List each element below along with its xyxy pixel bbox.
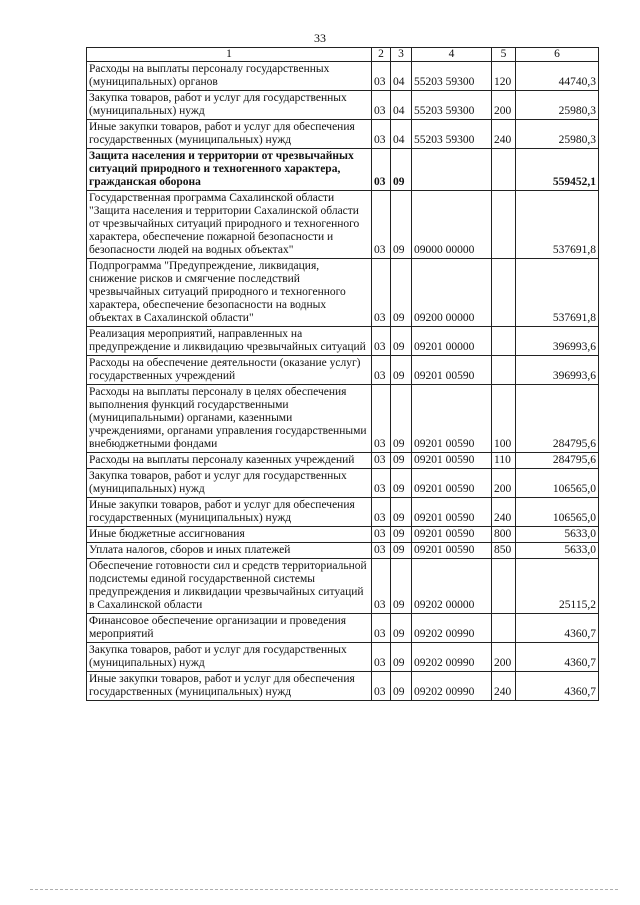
header-col-amount: 6 (516, 48, 599, 62)
table-row (87, 672, 599, 701)
bottom-scan-line (30, 889, 620, 890)
row-name: Защита населения и территории от чрезвычайных ситуаций природного и техногенного характера, гражданская оборона (87, 149, 372, 191)
row-expense-type: 100 (492, 385, 516, 453)
row-target-item (412, 149, 492, 191)
row-name: Закупка товаров, работ и услуг для государственных (муниципальных) нужд (87, 469, 372, 498)
table-row (87, 91, 599, 120)
header-col-expense-type: 5 (492, 48, 516, 62)
row-name: Расходы на выплаты персоналу государственных (муниципальных) органов (87, 62, 372, 91)
row-subsection: 09 (391, 614, 412, 643)
row-name: Уплата налогов, сборов и иных платежей (87, 543, 372, 559)
row-target-item: 09201 00590 (412, 385, 492, 453)
row-amount: 396993,6 (516, 356, 599, 385)
row-name: Иные закупки товаров, работ и услуг для обеспечения государственных (муниципальных) нужд (87, 120, 372, 149)
header-row (87, 48, 599, 62)
row-target-item: 09200 00000 (412, 259, 492, 327)
row-subsection: 09 (391, 559, 412, 614)
row-name: Закупка товаров, работ и услуг для государственных (муниципальных) нужд (87, 91, 372, 120)
row-subsection: 09 (391, 191, 412, 259)
row-subsection: 04 (391, 91, 412, 120)
row-name: Расходы на выплаты персоналу в целях обеспечения выполнения функций государственными (муниципальными) органами, казенными учреждениями, органами управления государственными внебюджетными фондами (87, 385, 372, 453)
row-amount: 284795,6 (516, 453, 599, 469)
row-amount: 396993,6 (516, 327, 599, 356)
row-amount: 5633,0 (516, 527, 599, 543)
row-target-item: 09201 00590 (412, 498, 492, 527)
row-subsection: 04 (391, 62, 412, 91)
row-section: 03 (372, 643, 391, 672)
row-section: 03 (372, 672, 391, 701)
row-subsection: 09 (391, 385, 412, 453)
row-expense-type (492, 559, 516, 614)
row-amount: 4360,7 (516, 672, 599, 701)
table-row (87, 149, 599, 191)
row-section: 03 (372, 527, 391, 543)
row-amount: 106565,0 (516, 469, 599, 498)
row-expense-type (492, 356, 516, 385)
row-target-item: 55203 59300 (412, 62, 492, 91)
table-row (87, 469, 599, 498)
row-section: 03 (372, 191, 391, 259)
row-subsection: 09 (391, 356, 412, 385)
row-name: Иные бюджетные ассигнования (87, 527, 372, 543)
row-amount: 5633,0 (516, 543, 599, 559)
table-row (87, 259, 599, 327)
row-name: Обеспечение готовности сил и средств территориальной подсистемы единой государственной системы предупреждения и ликвидации чрезвычайных ситуаций в Сахалинской области (87, 559, 372, 614)
row-target-item: 09201 00000 (412, 327, 492, 356)
row-section: 03 (372, 149, 391, 191)
row-section: 03 (372, 469, 391, 498)
row-name: Иные закупки товаров, работ и услуг для обеспечения государственных (муниципальных) нужд (87, 672, 372, 701)
row-subsection: 09 (391, 327, 412, 356)
row-subsection: 09 (391, 643, 412, 672)
row-amount: 537691,8 (516, 259, 599, 327)
row-target-item: 09202 00000 (412, 559, 492, 614)
row-section: 03 (372, 453, 391, 469)
table-row (87, 559, 599, 614)
header-col-target-item: 4 (412, 48, 492, 62)
row-section: 03 (372, 327, 391, 356)
row-target-item: 55203 59300 (412, 120, 492, 149)
row-name: Расходы на выплаты персоналу казенных учреждений (87, 453, 372, 469)
row-name: Реализация мероприятий, направленных на предупреждение и ликвидацию чрезвычайных ситуаций (87, 327, 372, 356)
row-section: 03 (372, 356, 391, 385)
row-subsection: 09 (391, 259, 412, 327)
row-amount: 4360,7 (516, 614, 599, 643)
row-expense-type (492, 149, 516, 191)
row-expense-type: 240 (492, 498, 516, 527)
row-expense-type: 200 (492, 643, 516, 672)
row-expense-type: 200 (492, 469, 516, 498)
row-section: 03 (372, 559, 391, 614)
table-body (87, 62, 599, 701)
table-row (87, 543, 599, 559)
table-row (87, 62, 599, 91)
row-section: 03 (372, 385, 391, 453)
row-expense-type (492, 191, 516, 259)
row-section: 03 (372, 259, 391, 327)
row-name: Расходы на обеспечение деятельности (оказание услуг) государственных учреждений (87, 356, 372, 385)
row-name: Иные закупки товаров, работ и услуг для обеспечения государственных (муниципальных) нужд (87, 498, 372, 527)
row-name: Государственная программа Сахалинской области "Защита населения и территории Сахалинской области от чрезвычайных ситуаций природного и техногенного характера, обеспечение пожарной безопасности и безопасности людей на водных объектах" (87, 191, 372, 259)
row-section: 03 (372, 120, 391, 149)
table-row (87, 327, 599, 356)
row-subsection: 09 (391, 149, 412, 191)
row-section: 03 (372, 614, 391, 643)
row-expense-type (492, 614, 516, 643)
table-row (87, 614, 599, 643)
row-expense-type: 200 (492, 91, 516, 120)
row-expense-type: 850 (492, 543, 516, 559)
row-amount: 44740,3 (516, 62, 599, 91)
table-row (87, 356, 599, 385)
row-section: 03 (372, 91, 391, 120)
row-target-item: 09201 00590 (412, 469, 492, 498)
row-subsection: 09 (391, 469, 412, 498)
row-expense-type: 120 (492, 62, 516, 91)
header-col-name: 1 (87, 48, 372, 62)
row-target-item: 09202 00990 (412, 643, 492, 672)
row-target-item: 09000 00000 (412, 191, 492, 259)
row-expense-type (492, 327, 516, 356)
row-target-item: 09201 00590 (412, 543, 492, 559)
row-amount: 25980,3 (516, 120, 599, 149)
row-expense-type: 110 (492, 453, 516, 469)
table-header (87, 48, 599, 62)
row-target-item: 09201 00590 (412, 356, 492, 385)
budget-table (86, 47, 599, 701)
row-amount: 559452,1 (516, 149, 599, 191)
row-subsection: 09 (391, 498, 412, 527)
row-expense-type: 240 (492, 120, 516, 149)
table-row (87, 453, 599, 469)
row-target-item: 09201 00590 (412, 453, 492, 469)
row-subsection: 09 (391, 453, 412, 469)
table-row (87, 527, 599, 543)
table-row (87, 191, 599, 259)
row-section: 03 (372, 543, 391, 559)
header-col-subsection: 3 (391, 48, 412, 62)
row-target-item: 09201 00590 (412, 527, 492, 543)
row-subsection: 09 (391, 527, 412, 543)
row-amount: 284795,6 (516, 385, 599, 453)
row-name: Подпрограмма "Предупреждение, ликвидация, снижение рисков и смягчение последствий чрезвычайных ситуаций природного и техногенного характера, обеспечение безопасности на водных объектах в Сахалинской области" (87, 259, 372, 327)
row-amount: 106565,0 (516, 498, 599, 527)
row-name: Закупка товаров, работ и услуг для государственных (муниципальных) нужд (87, 643, 372, 672)
row-name: Финансовое обеспечение организации и проведения мероприятий (87, 614, 372, 643)
row-subsection: 09 (391, 672, 412, 701)
header-col-section: 2 (372, 48, 391, 62)
row-expense-type: 240 (492, 672, 516, 701)
row-section: 03 (372, 498, 391, 527)
row-expense-type (492, 259, 516, 327)
row-subsection: 04 (391, 120, 412, 149)
row-target-item: 55203 59300 (412, 91, 492, 120)
row-amount: 537691,8 (516, 191, 599, 259)
row-amount: 4360,7 (516, 643, 599, 672)
row-target-item: 09202 00990 (412, 672, 492, 701)
table-row (87, 498, 599, 527)
table-row (87, 643, 599, 672)
row-section: 03 (372, 62, 391, 91)
row-subsection: 09 (391, 543, 412, 559)
row-target-item: 09202 00990 (412, 614, 492, 643)
row-expense-type: 800 (492, 527, 516, 543)
table-row (87, 120, 599, 149)
table-row (87, 385, 599, 453)
page-number: 33 (314, 31, 326, 45)
row-amount: 25115,2 (516, 559, 599, 614)
row-amount: 25980,3 (516, 91, 599, 120)
